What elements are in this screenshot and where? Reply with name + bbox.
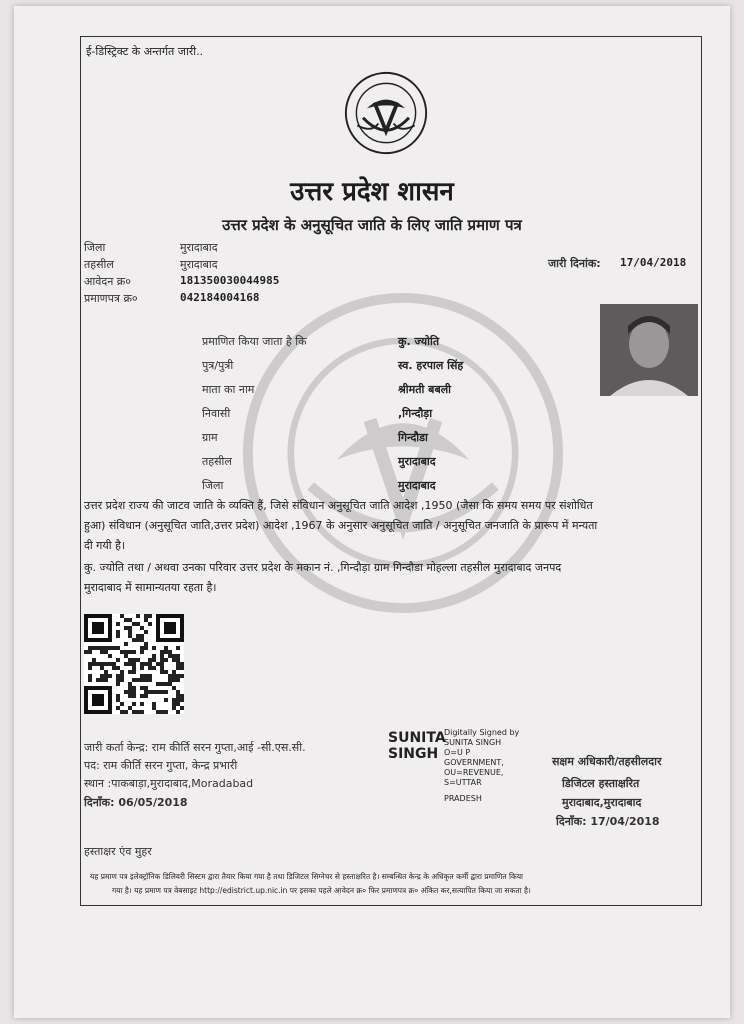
detail-tehsil-label: तहसील <box>202 455 232 468</box>
certify-label: प्रमाणित किया जाता है कि <box>202 335 307 348</box>
certificate-number: 042184004168 <box>180 291 260 304</box>
child-of-label: पुत्र/पुत्री <box>202 359 234 372</box>
issuer-center: जारी कर्ता केन्द्र: राम कीर्ति सरन गुप्ता,आई -सी.एस.सी. <box>84 741 306 754</box>
authority-location: मुरादाबाद,मुरादाबाद <box>562 796 642 809</box>
village-label: ग्राम <box>202 431 218 444</box>
page-subtitle: उत्तर प्रदेश के अनुसूचित जाति के लिए जाति प्रमाण पत्र <box>222 216 522 234</box>
authority-title: सक्षम अधिकारी/तहसीलदार <box>552 755 662 768</box>
resident-value: ,गिन्दौड़ा <box>398 407 433 420</box>
issue-date: 17/04/2018 <box>620 256 687 269</box>
mother-value: श्रीमती बबली <box>398 383 452 396</box>
resident-label: निवासी <box>202 407 231 420</box>
digital-signature-details <box>444 728 519 804</box>
authority-date: दिनाँक: 17/04/2018 <box>556 815 660 828</box>
page-title: उत्तर प्रदेश शासन <box>290 177 454 207</box>
village-value: गिन्दौडा <box>398 431 428 444</box>
authority-digital-signed: डिजिटल हस्ताक्षरित <box>562 777 640 790</box>
caste-paragraph <box>84 496 597 556</box>
detail-tehsil-value: मुरादाबाद <box>398 455 436 468</box>
issuer-post: पद: राम कीर्ति सरन गुप्ता, केन्द्र प्रभारी <box>84 759 238 772</box>
issuer-date: दिनाँक: 06/05/2018 <box>84 796 188 809</box>
child-of-value: स्व. हरपाल सिंह <box>398 359 464 372</box>
detail-district-label: जिला <box>202 479 224 492</box>
district-label: जिला <box>84 241 106 254</box>
residence-paragraph-line: कु. ज्योति तथा / अथवा उनका परिवार उत्तर प्रदेश के मकान नं. ,गिन्दौड़ा ग्राम गिन्दौडा मोहल्ला तहसील मुरादाबाद जनपद <box>84 561 562 574</box>
signer-name-line2: SINGH <box>388 746 439 762</box>
footer-line: गया है। यह प्रमाण पत्र वेबसाइट http://edistrict.up.nic.in पर इसका पहले आवेदन क्र० फिर प्रमाणपत्र क्र० अंकित कर,सत्यापित किया जा सकता है। <box>112 886 531 895</box>
signature-detail-line: SUNITA SINGH <box>444 738 502 747</box>
person-photo-icon <box>600 304 698 396</box>
issue-date-label: जारी दिनांक: <box>548 257 601 270</box>
caste-paragraph-line: हुआ) संविधान (अनुसूचित जाति,उत्तर प्रदेश) आदेश ,1967 के अनुसार अनुसूचित जाति / अनुसूचित जनजाति के प्रारूप में मन्यता <box>84 519 598 532</box>
up-government-emblem-icon <box>338 70 434 156</box>
signature-seal-label: हस्ताक्षर एंव मुहर <box>84 845 152 858</box>
residence-paragraph <box>84 558 561 598</box>
issuer-place: स्थान :पाकबाड़ा,मुरादाबाद,Moradabad <box>84 777 254 790</box>
signature-detail-line: S=UTTAR <box>444 778 482 787</box>
application-number: 181350030044985 <box>180 274 280 287</box>
signature-detail-line: O=U P <box>444 748 471 757</box>
tehsil-value: मुरादाबाद <box>180 258 218 271</box>
residence-paragraph-line: मुरादाबाद में सामान्यतया रहता है। <box>84 581 217 594</box>
detail-district-value: मुरादाबाद <box>398 479 436 492</box>
signature-detail-line: Digitally Signed by <box>444 728 520 737</box>
caste-paragraph-line: दी गयी है। <box>84 539 126 552</box>
signer-name-line1: SUNITA <box>388 730 446 746</box>
mother-label: माता का नाम <box>202 383 255 396</box>
application-label: आवेदन क्र० <box>84 275 131 288</box>
qr-code-icon <box>84 614 184 714</box>
certificate-label: प्रमाणपत्र क्र० <box>84 292 138 305</box>
district-value: मुरादाबाद <box>180 241 218 254</box>
signature-detail-line: OU=REVENUE, <box>444 768 504 777</box>
caste-paragraph-line: उत्तर प्रदेश राज्य की जाटव जाति के व्यक्ति हैं, जिसे संविधान अनुसूचित जाति आदेश ,1950 (जैसा कि समय समय पर संशोधित <box>84 499 593 512</box>
certify-value: कु. ज्योति <box>398 335 440 348</box>
footer-line: यह प्रमाण पत्र इलेक्ट्रॉनिक डिलिवरी सिस्टम द्वारा तैयार किया गया है तथा डिजिटल सिग्नेचर से हस्ताक्षरित है। सम्बन्धित केन्द्र के अधिकृत कर्मी द्वारा प्रमाणित किया <box>90 872 524 881</box>
issued-under-text: ई-डिस्ट्रिक्ट के अन्तर्गत जारी.. <box>86 45 204 58</box>
applicant-photo <box>600 304 698 396</box>
signature-detail-line: PRADESH <box>444 794 482 803</box>
tehsil-label: तहसील <box>84 258 114 271</box>
signature-detail-line: GOVERNMENT, <box>444 758 504 767</box>
